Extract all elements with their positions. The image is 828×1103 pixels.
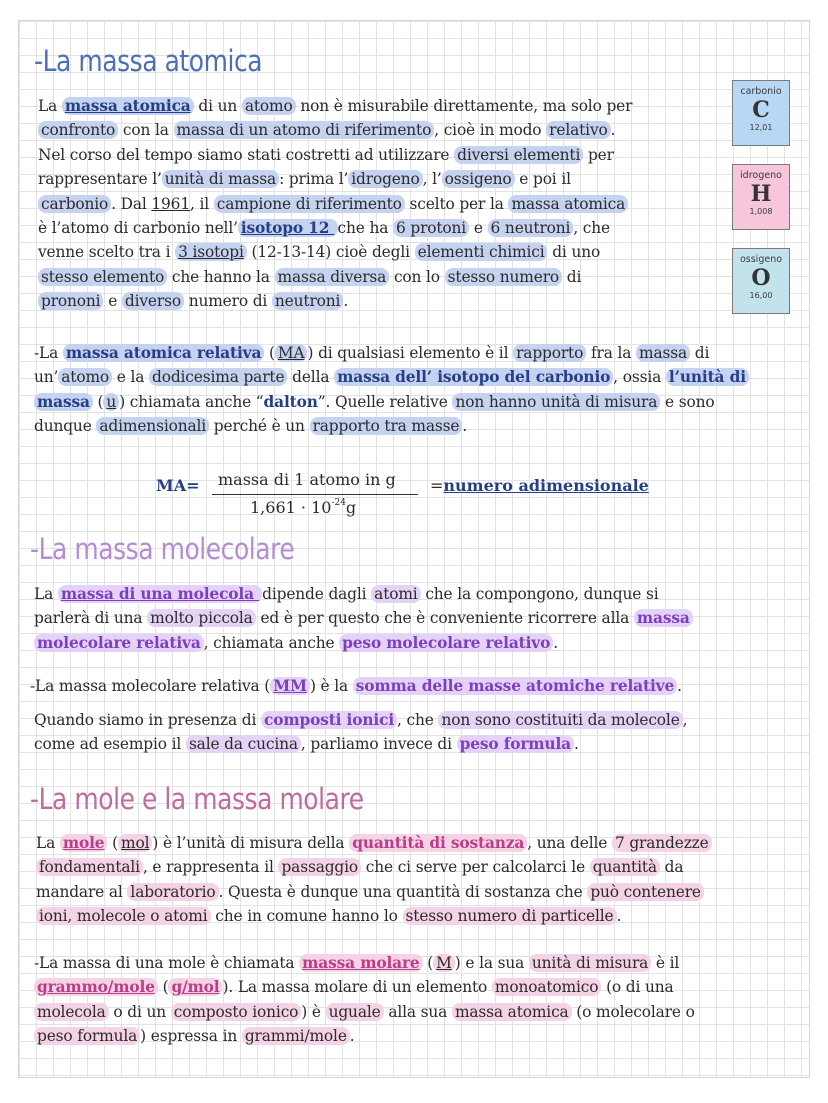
formula-part: 1,661 · 10 (250, 498, 332, 517)
highlighted-term: composti ionici (261, 711, 397, 729)
highlighted-term: quantità di sostanza (349, 834, 527, 852)
text-span: che ci serve per calcolarci le (361, 858, 590, 877)
highlighted-term: molecolare relativa (34, 634, 204, 652)
text-line (34, 975, 695, 999)
highlighted-term: quantità (590, 858, 660, 876)
text-span: La (34, 585, 58, 603)
highlighted-term: relativo (546, 121, 610, 139)
formula-part: -24 (331, 498, 346, 508)
text-span: che hanno la (167, 267, 275, 286)
text-span: -La massa molecolare relativa ( (30, 677, 271, 695)
highlighted-term: g/mol (168, 978, 222, 996)
text-span: ( (157, 978, 169, 997)
highlighted-term: 6 neutroni (488, 219, 574, 237)
highlighted-term: rapporto (513, 344, 586, 362)
highlighted-term: isotopo 12 (238, 219, 338, 237)
highlighted-term: massa atomica (508, 195, 628, 213)
highlighted-term: massa atomica (452, 1003, 572, 1021)
text-span: -La massa di una mole è chiamata (34, 954, 300, 972)
element-card-carbonio (732, 80, 790, 146)
text-line (34, 582, 693, 606)
text-span: ) è l’unità di misura della (152, 834, 350, 852)
formula-lhs: MA= (156, 476, 200, 495)
highlighted-term: u (103, 393, 119, 411)
highlighted-term: grammi/mole (242, 1027, 350, 1045)
text-span: di un (193, 97, 242, 115)
paragraph-massa-molecolare-relativa (30, 674, 682, 698)
highlighted-term: MM (270, 677, 310, 695)
highlighted-term: massa molare (299, 954, 422, 972)
text-line (38, 265, 632, 289)
text-line (34, 951, 695, 975)
highlighted-term: atomo (58, 368, 112, 386)
highlighted-term: 6 protoni (393, 219, 469, 237)
highlighted-term: massa di un atomo di riferimento (174, 121, 435, 139)
text-span: , l’ (422, 170, 442, 189)
heading-massa-atomica: -La massa atomica (34, 44, 263, 78)
text-span: : prima l’ (279, 170, 349, 189)
text-span: con la (118, 121, 174, 140)
text-span: di (562, 267, 582, 286)
text-span: . (349, 1027, 355, 1046)
text-span: un’ (34, 368, 59, 387)
highlighted-term: non hanno unità di misura (452, 393, 660, 411)
text-line (36, 880, 712, 904)
text-span: . (610, 121, 616, 140)
highlighted-term: composto ionico (171, 1003, 302, 1021)
highlighted-term: massa diversa (275, 268, 390, 286)
text-span: , e rappresenta il (142, 858, 279, 877)
highlighted-term: laboratorio (127, 883, 218, 901)
text-line (36, 904, 712, 928)
highlighted-term: l’unità di (666, 368, 749, 386)
text-span: . Questa è dunque una quantità di sostanza che (218, 882, 588, 901)
text-span: e (469, 218, 488, 237)
text-span: e sono (660, 392, 715, 411)
text-span: -La (34, 344, 63, 362)
highlighted-term: peso formula (457, 735, 574, 753)
text-span: La (38, 97, 62, 115)
text-line (34, 732, 687, 756)
text-span: ( (264, 344, 275, 362)
highlighted-term: stesso elemento (38, 268, 167, 286)
text-span: , (682, 711, 688, 729)
text-span: numero di (183, 292, 272, 311)
text-span: ( (92, 392, 104, 411)
highlighted-term: confronto (38, 121, 118, 139)
highlighted-term: molto piccola (147, 609, 256, 627)
element-name: ossigeno (739, 254, 783, 265)
text-span: , una delle (527, 834, 612, 852)
highlighted-term: neutroni (272, 292, 343, 310)
text-line (38, 289, 632, 313)
highlighted-term: diversi elementi (454, 146, 583, 164)
highlighted-term: molecola (34, 1003, 109, 1021)
text-span: . (462, 417, 468, 436)
text-span: che ha (337, 218, 393, 237)
text-line (38, 240, 632, 264)
formula-part: = (430, 476, 444, 495)
text-line (38, 118, 632, 142)
text-span: ) è (301, 1002, 326, 1021)
text-span: (o molecolare o (571, 1002, 695, 1021)
text-span: . (553, 633, 558, 652)
highlighted-term: uguale (326, 1003, 384, 1021)
highlighted-term: ioni, molecole o atomi (36, 907, 211, 925)
text-span: scelto per la (404, 194, 509, 213)
formula-part: numero adimensionale (443, 476, 649, 495)
text-span: non è misurabile direttamente, ma solo per (295, 97, 633, 115)
text-span: . Dal (111, 194, 152, 213)
heading-mole: -La mole e la massa molare (30, 782, 364, 816)
text-line (38, 143, 632, 167)
text-span: fra la (586, 344, 637, 362)
element-card-idrogeno (732, 164, 790, 230)
formula-massa-atomica-relativa (156, 468, 676, 528)
paragraph-massa-atomica-relativa (34, 341, 749, 439)
fraction-line (212, 494, 418, 495)
highlighted-term: campione di riferimento (214, 195, 405, 213)
text-span: ”. Quelle relative (317, 392, 453, 411)
text-line (34, 1000, 695, 1024)
highlighted-term: massa (34, 393, 93, 411)
element-name: idrogeno (740, 170, 782, 181)
paragraph-massa-molecolare (34, 582, 693, 655)
text-span: ) chiamata anche “ (119, 392, 264, 411)
text-span: e poi il (514, 170, 571, 189)
highlighted-term: adimensionali (96, 417, 209, 435)
text-span: dalton (263, 392, 318, 411)
highlighted-term: diverso (122, 292, 184, 310)
highlighted-term: rapporto tra masse (310, 417, 463, 435)
highlighted-term: fondamentali (36, 858, 143, 876)
highlighted-term: massa (636, 344, 690, 362)
text-span: ). La massa molare di un elemento (222, 978, 492, 997)
text-span: di (690, 344, 710, 362)
highlighted-term: prononi (38, 292, 103, 310)
text-line (34, 365, 749, 389)
element-mass: 1,008 (749, 207, 773, 216)
text-span: che in comune hanno lo (210, 907, 403, 926)
formula-denominator (250, 498, 356, 517)
text-span: come ad esempio il (34, 735, 186, 754)
text-span: venne scelto tra i (38, 243, 176, 262)
highlighted-term: ossigeno (442, 170, 515, 188)
text-span: ( (107, 834, 119, 852)
highlighted-term: massa (634, 609, 693, 627)
text-span: di uno (547, 243, 601, 262)
paragraph-massa-atomica (38, 94, 632, 314)
text-line (38, 192, 632, 216)
paragraph-massa-molare (34, 951, 695, 1049)
text-line (38, 216, 632, 240)
highlighted-term: unità di misura (529, 954, 651, 972)
text-span: (o di una (601, 978, 674, 997)
text-span: , il (189, 194, 214, 213)
highlighted-term: idrogeno (348, 170, 422, 188)
text-line (38, 94, 632, 118)
highlighted-term: non sono costituiti da molecole (438, 711, 682, 729)
formula-part: g (345, 498, 357, 517)
highlighted-term: MA (275, 344, 308, 362)
text-span: . (677, 677, 682, 695)
highlighted-term: massa dell’ isotopo del carbonio (334, 368, 613, 386)
element-mass: 12,01 (749, 123, 773, 132)
text-span: con lo (389, 267, 445, 286)
element-symbol: O (751, 265, 771, 291)
highlighted-term: peso molecolare relativo (339, 634, 553, 652)
highlighted-term: unità di massa (162, 170, 279, 188)
highlighted-term: atomi (371, 585, 420, 603)
element-mass: 16,00 (749, 291, 773, 300)
text-span: La (36, 834, 60, 852)
text-span: che la compongono, dunque si (420, 585, 659, 603)
text-span: , parliamo invece di (300, 735, 457, 754)
paragraph-composti-ionici (34, 708, 687, 757)
text-line (34, 631, 693, 655)
highlighted-term: passaggio (278, 858, 361, 876)
highlighted-term: sale da cucina (186, 735, 301, 753)
highlighted-term: somma delle masse atomiche relative (353, 677, 677, 695)
text-span: mandare al (36, 882, 128, 901)
formula-numerator: massa di 1 atomo in g (218, 470, 396, 489)
highlighted-term: 7 grandezze (612, 834, 712, 852)
text-span: è il (651, 954, 680, 972)
highlighted-term: stesso numero di particelle (403, 907, 617, 925)
element-card-ossigeno (732, 248, 790, 314)
heading-massa-molecolare: -La massa molecolare (30, 532, 295, 566)
text-span: parlerà di una (34, 609, 148, 628)
text-span: perché è un (209, 417, 310, 436)
element-name: carbonio (740, 86, 782, 97)
text-line (34, 606, 693, 630)
text-span: per (583, 145, 614, 164)
text-span: (12-13-14) cioè degli (246, 243, 415, 262)
text-span: ) di qualsiasi elemento è il (307, 344, 514, 362)
highlighted-term: elementi chimici (415, 243, 548, 261)
paragraph-mole (36, 831, 712, 929)
text-span: , cioè in modo (434, 121, 547, 140)
text-line (36, 831, 712, 855)
text-span: ) espressa in (140, 1027, 242, 1046)
highlighted-term: stesso numero (445, 268, 562, 286)
text-span: da (659, 858, 684, 877)
highlighted-term: massa di una molecola (58, 585, 262, 603)
text-span: , ossia (613, 368, 666, 387)
text-line (34, 1024, 695, 1048)
formula-result (430, 476, 649, 495)
text-span: e la (112, 368, 150, 387)
text-span: , che (397, 711, 439, 729)
highlighted-term: massa atomica (62, 97, 194, 115)
text-line (34, 414, 749, 438)
text-line (34, 708, 687, 732)
highlighted-term: monoatomico (492, 978, 601, 996)
text-line (36, 855, 712, 879)
text-span: 1961 (151, 194, 190, 213)
highlighted-term: atomo (242, 97, 296, 115)
text-span: o di un (108, 1002, 171, 1021)
highlighted-term: peso formula (34, 1027, 140, 1045)
text-span: e (103, 292, 122, 311)
text-span: . (616, 907, 622, 926)
text-span: Quando siamo in presenza di (34, 711, 261, 729)
text-span: ) è la (309, 677, 353, 695)
highlighted-term: mol (118, 834, 152, 852)
highlighted-term: può contenere (587, 883, 704, 901)
text-line (38, 167, 632, 191)
highlighted-term: dodicesima parte (149, 368, 287, 386)
text-span: alla sua (383, 1002, 452, 1021)
highlighted-term: massa atomica relativa (63, 344, 264, 362)
text-line (30, 674, 682, 698)
text-span: dunque (34, 417, 97, 436)
element-symbol: H (750, 181, 772, 207)
text-span: ) e la sua (454, 954, 529, 972)
text-span: della (287, 368, 335, 387)
text-span: ( (422, 954, 434, 972)
highlighted-term: 3 isotopi (175, 243, 247, 261)
highlighted-term: carbonio (38, 195, 111, 213)
text-span: dipende dagli (262, 585, 372, 603)
text-span: ed è per questo che è conveniente ricorrere alla (255, 609, 634, 628)
highlighted-term: grammo/mole (34, 978, 158, 996)
highlighted-term: M (433, 954, 455, 972)
text-span: , chiamata anche (203, 633, 340, 652)
text-line (34, 390, 749, 414)
text-span: Nel corso del tempo siamo stati costretti ad utilizzare (38, 145, 455, 164)
highlighted-term: mole (60, 834, 108, 852)
text-span: rappresentare l’ (38, 170, 162, 189)
text-span: , che (573, 218, 610, 237)
text-span: . (573, 735, 579, 754)
text-span: . (343, 292, 349, 311)
element-symbol: C (752, 97, 770, 123)
text-line (34, 341, 749, 365)
text-span: è l’atomo di carbonio nell’ (38, 218, 238, 237)
